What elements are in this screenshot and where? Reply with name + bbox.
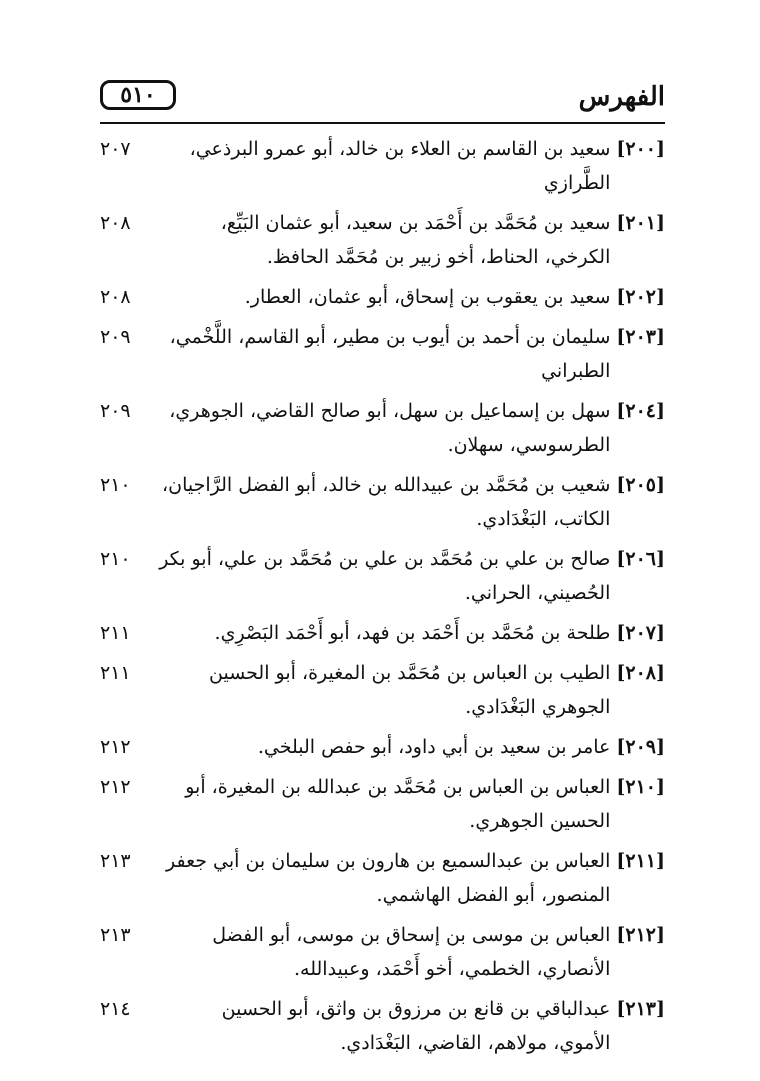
entry-text [130, 616, 610, 650]
page-header [100, 78, 665, 118]
index-entry [100, 656, 665, 724]
entry-line: المنصور، أبو الفضل الهاشمي. [376, 884, 611, 906]
entry-line: الكاتب، البَغْدَادي. [476, 508, 611, 530]
entry-text [130, 992, 610, 1060]
entry-number: [٢١١] [616, 850, 665, 872]
entry-line: العباس بن عبدالسميع بن هارون بن سليمان بن أبي جعفر [165, 850, 611, 872]
entry-number: [٢٠٧] [616, 622, 665, 644]
entry-page-number: ٢١١ [100, 662, 131, 684]
entry-line: شعيب بن مُحَمَّد بن عبيدالله بن خالد، أبو الفضل الرَّاجيان، [162, 474, 611, 496]
entry-line: صالح بن علي بن مُحَمَّد بن علي بن مُحَمَّد بن علي، أبو بكر [159, 548, 611, 570]
entry-text [130, 918, 610, 986]
entry-page-number: ٢١٢ [100, 736, 131, 758]
index-entry [100, 206, 665, 274]
index-entry [100, 320, 665, 388]
index-entry [100, 542, 665, 610]
entry-page-number: ٢١٠ [100, 548, 131, 570]
entry-line: الكرخي، الحناط، أخو زبير بن مُحَمَّد الحافظ. [266, 246, 611, 268]
entry-page-number: ٢٠٩ [100, 326, 131, 348]
entry-line: الطرسوسي، سهلان. [447, 434, 611, 456]
entry-line: عامر بن سعيد بن أبي داود، أبو حفص البلخي. [257, 736, 611, 758]
entry-number: [٢٠١] [616, 212, 665, 234]
entry-text [130, 656, 610, 724]
entry-number: [٢٠٢] [616, 286, 665, 308]
index-entry [100, 770, 665, 838]
entry-page-number: ٢٠٩ [100, 400, 131, 422]
entry-number: [٢٠٤] [616, 400, 665, 422]
page-title: الفهرس [578, 82, 665, 112]
entry-line: الحُصيني، الحراني. [464, 582, 611, 604]
entry-text [130, 320, 610, 388]
page-number: ٥١٠ [100, 80, 176, 110]
entry-page-number: ٢١٠ [100, 474, 131, 496]
entry-number: [٢١٣] [616, 998, 665, 1020]
entry-text [130, 770, 610, 838]
index-entry [100, 844, 665, 912]
entry-text [130, 206, 610, 274]
index-entry [100, 918, 665, 986]
header-divider [100, 122, 665, 124]
entry-line: الحسين الجوهري. [469, 810, 611, 832]
entry-number: [٢٠٥] [616, 474, 665, 496]
entry-number: [٢٠٨] [616, 662, 665, 684]
entry-page-number: ٢١٣ [100, 850, 131, 872]
entry-text [130, 132, 610, 200]
entry-line: سهل بن إسماعيل بن سهل، أبو صالح القاضي، الجوهري، [169, 400, 611, 422]
index-entry [100, 616, 665, 650]
entry-number: [٢١٠] [616, 776, 665, 798]
entry-line: الطيب بن العباس بن مُحَمَّد بن المغيرة، أبو الحسين [209, 662, 611, 684]
entry-line: الطبراني [541, 360, 611, 382]
entry-text [130, 844, 610, 912]
entry-text [130, 542, 610, 610]
index-entry [100, 730, 665, 764]
entry-line: سعيد بن القاسم بن العلاء بن خالد، أبو عمرو البرذعي، [189, 138, 611, 160]
entry-page-number: ٢٠٨ [100, 286, 131, 308]
entry-number: [٢٠٩] [616, 736, 665, 758]
index-entries [100, 132, 665, 1066]
entry-page-number: ٢١٢ [100, 776, 131, 798]
index-entry [100, 394, 665, 462]
index-entry [100, 992, 665, 1060]
entry-line: سعيد بن مُحَمَّد بن أَحْمَد بن سعيد، أبو عثمان البَيِّع، [220, 212, 611, 234]
entry-page-number: ٢١٤ [100, 998, 131, 1020]
entry-line: طلحة بن مُحَمَّد بن أَحْمَد بن فهد، أبو أَحْمَد البَصْرِي. [214, 622, 611, 644]
entry-line: الجوهري البَغْدَادي. [465, 696, 611, 718]
entry-line: العباس بن موسى بن إسحاق بن موسى، أبو الفضل [212, 924, 611, 946]
entry-line: سعيد بن يعقوب بن إسحاق، أبو عثمان، العطار. [244, 286, 611, 308]
entry-number: [٢٠٦] [616, 548, 665, 570]
entry-line: العباس بن العباس بن مُحَمَّد بن عبدالله بن المغيرة، أبو [185, 776, 611, 798]
entry-line: الطَّرازي [543, 172, 611, 194]
index-entry [100, 280, 665, 314]
entry-text [130, 468, 610, 536]
entry-line: عبدالباقي بن قانع بن مرزوق بن واثق، أبو الحسين [221, 998, 611, 1020]
entry-number: [٢٠٠] [616, 138, 665, 160]
entry-text [130, 730, 610, 764]
index-entry [100, 132, 665, 200]
entry-number: [٢٠٣] [616, 326, 665, 348]
entry-line: الأنصاري، الخطمي، أخو أَحْمَد، وعبيدالله. [294, 958, 611, 980]
entry-page-number: ٢٠٧ [100, 138, 131, 160]
entry-line: الأموي، مولاهم، القاضي، البَغْدَادي. [340, 1032, 611, 1054]
entry-line: سليمان بن أحمد بن أيوب بن مطير، أبو القاسم، اللَّخْمي، [169, 326, 611, 348]
entry-page-number: ٢١٣ [100, 924, 131, 946]
entry-page-number: ٢١١ [100, 622, 131, 644]
entry-text [130, 394, 610, 462]
index-entry [100, 468, 665, 536]
entry-number: [٢١٢] [616, 924, 665, 946]
entry-text [130, 280, 610, 314]
entry-page-number: ٢٠٨ [100, 212, 131, 234]
